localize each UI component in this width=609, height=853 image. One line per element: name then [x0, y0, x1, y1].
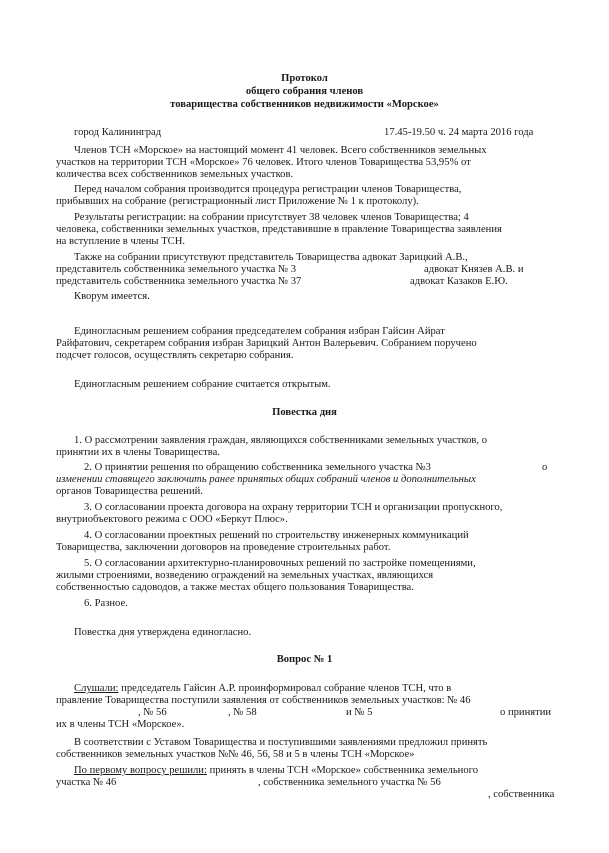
agenda-item: внутриобъектового режима с ООО «Беркут Плюс». [56, 514, 288, 525]
agenda-title: Повестка дня [272, 407, 337, 418]
agenda-item: 3. О согласовании проекта договора на охрану территории ТСН и организации пропускного, [84, 502, 503, 513]
chair-line: Единогласным решением собрания председателем собрания избран Гайсин Айрат [74, 326, 445, 337]
intro-line: адвокат Казаков Е.Ю. [410, 276, 508, 287]
decided-line: , собственника земельного участка № 56 [258, 777, 441, 788]
intro-line: количества всех собственников земельных участков. [56, 169, 294, 180]
decided-line: участка № 46 [56, 777, 117, 788]
agenda-item: 6. Разное. [84, 598, 128, 609]
agenda-item: изменении ставящего заключить ранее принятых общих собраний членов и дополнительных [56, 474, 476, 485]
agenda-item: 1. О рассмотрении заявления граждан, являющихся собственниками земельных участков, о [74, 435, 487, 446]
proposal-line: В соответствии с Уставом Товарищества и поступившими заявлениями предложил принять [74, 737, 488, 748]
quorum: Кворум имеется. [74, 291, 150, 302]
agenda-item: 5. О согласовании архитектурно-планировочных решений по застройке помещениями, [84, 558, 476, 569]
agenda-item: органов Товарищества решений. [56, 486, 203, 497]
heard-block [74, 683, 451, 696]
heard-line: , № 56 [138, 707, 167, 718]
heard-line: правление Товарищества поступили заявления от собственников земельных участков: № 46 [56, 695, 471, 706]
heard-line: о принятии [500, 707, 552, 718]
intro-line: участков на территории ТСН «Морское» 76 человек. Итого членов Товарищества 53,95% от [56, 157, 471, 168]
heard-label: Слушали: [74, 683, 119, 694]
chair-line: подсчет голосов, осуществлять секретарю собрания. [56, 350, 294, 361]
heard-line: , № 58 [228, 707, 257, 718]
intro-line: на вступление в члены ТСН. [56, 236, 186, 247]
agenda-item: Товарищества, заключении договоров на проведение строительных работ. [56, 542, 391, 553]
intro-line: представитель собственника земельного участка № 37 [56, 276, 302, 287]
agenda-item: 2. О принятии решения по обращению собственника земельного участка №3 [84, 462, 431, 473]
intro-line: человека, собственники земельных участков, представившие в правление Товарищества заявления [56, 224, 502, 235]
decided-label: По первому вопросу решили: [74, 765, 207, 776]
heard-line: и № 5 [346, 707, 373, 718]
doc-subtitle-2: товарищества собственников недвижимости «Морское» [170, 99, 439, 110]
opened-statement: Единогласным решением собрание считается открытым. [74, 379, 331, 390]
agenda-item: о [542, 462, 548, 473]
decided-line: , собственника [488, 789, 555, 800]
agenda-approved: Повестка дня утверждена единогласно. [74, 627, 252, 638]
question-title: Вопрос № 1 [276, 654, 333, 665]
chair-line: Райфатович, секретарем собрания избран Зарицкий Антон Валерьевич. Собранием поручено [56, 338, 477, 349]
agenda-item: жилыми строениями, возведению ограждений на земельных участках, являющихся [56, 570, 434, 581]
heard-line: их в члены ТСН «Морское». [56, 719, 185, 730]
intro-line: Перед началом собрания производится процедура регистрации членов Товарищества, [74, 184, 462, 195]
intro-line: адвокат Князев А.В. и [424, 264, 524, 275]
heard-text: председатель Гайсин А.Р. проинформировал собрание членов ТСН, что в [121, 683, 452, 694]
agenda-item: 4. О согласовании проектных решений по строительству инженерных коммуникаций [84, 530, 469, 541]
agenda-item: собственностью садоводов, а также местах общего пользования Товарищества. [56, 582, 414, 593]
decided-text: принять в члены ТСН «Морское» собственника земельного [209, 765, 479, 776]
intro-line: прибывших на собрание (регистрационный лист Приложение № 1 к протоколу). [56, 196, 419, 207]
agenda-item: принятии их в члены Товарищества. [56, 447, 220, 458]
intro-line: представитель собственника земельного участка № 3 [56, 264, 297, 275]
decided-block [74, 765, 478, 778]
date: 17.45-19.50 ч. 24 марта 2016 года [384, 127, 534, 138]
intro-line: Результаты регистрации: на собрании присутствует 38 человек членов Товарищества; 4 [74, 212, 469, 223]
proposal-line: собственников земельных участков №№ 46, 56, 58 и 5 в члены ТСН «Морское» [56, 749, 415, 760]
doc-subtitle-1: общего собрания членов [245, 86, 364, 97]
intro-line: Также на собрании присутствуют представитель Товарищества адвокат Зарицкий А.В., [74, 252, 468, 263]
place: город Калининград [74, 127, 162, 138]
doc-title: Протокол [281, 73, 328, 84]
intro-line: Членов ТСН «Морское» на настоящий момент 41 человек. Всего собственников земельных [74, 145, 487, 156]
